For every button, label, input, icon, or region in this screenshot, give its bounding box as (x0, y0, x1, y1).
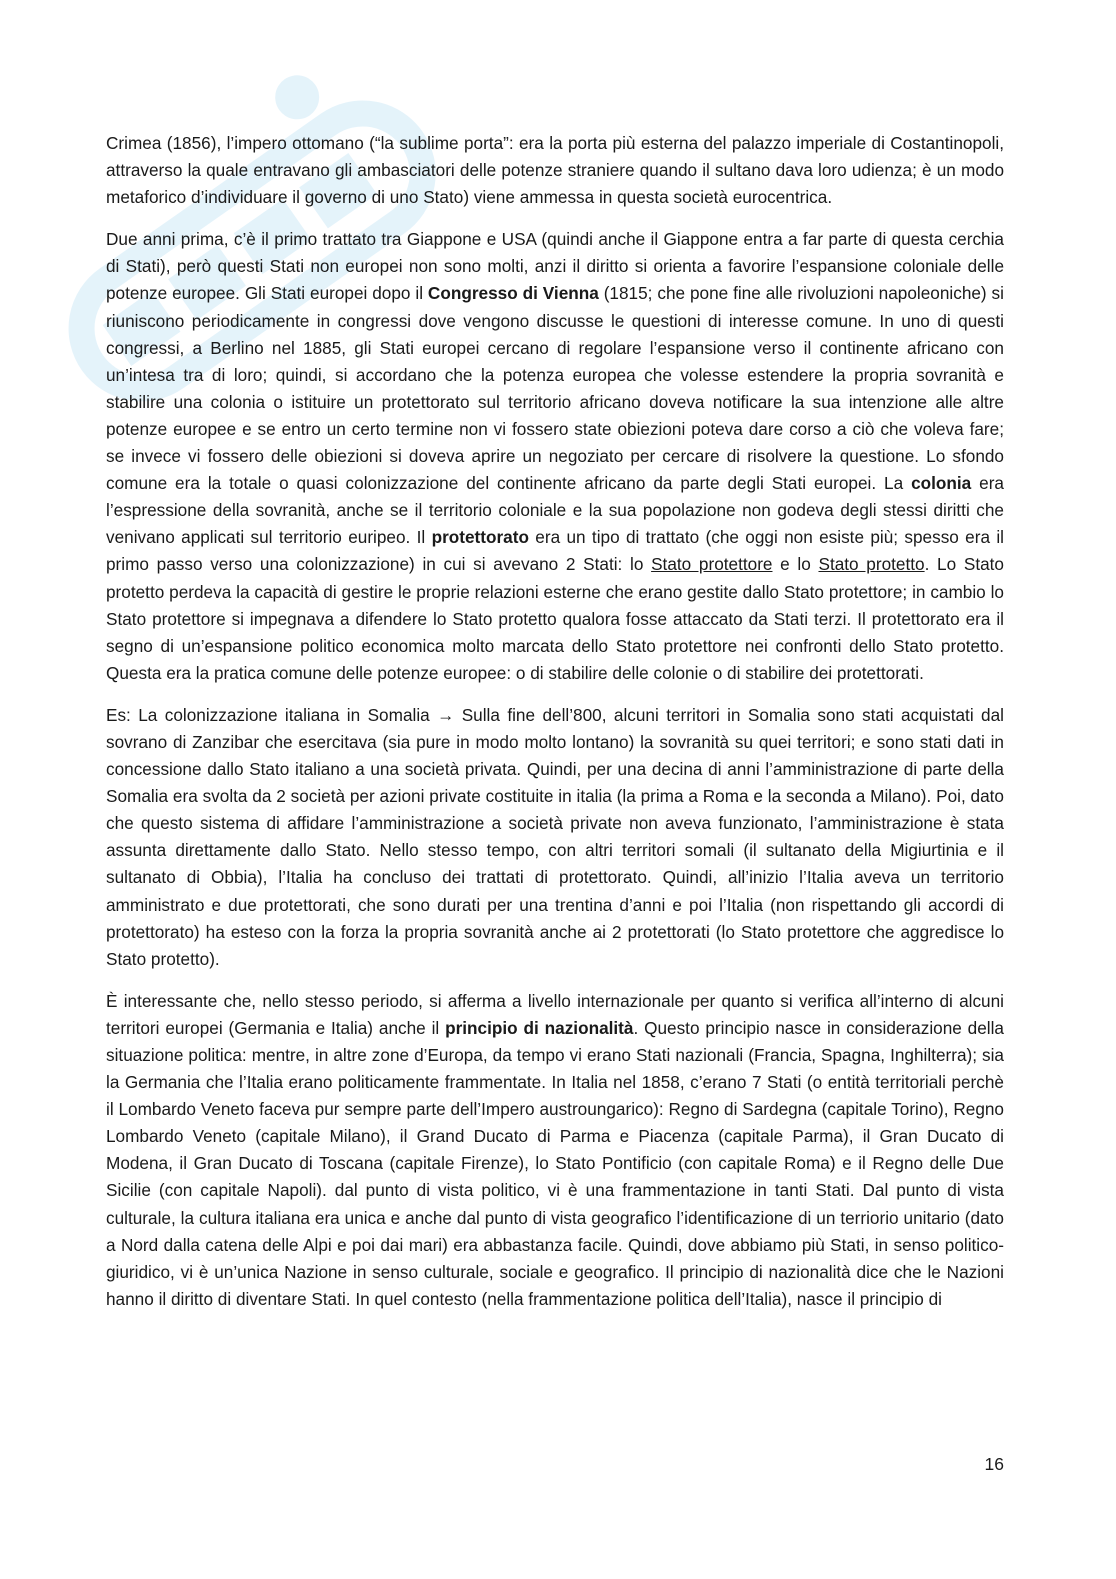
text-bold: Congresso di Vienna (427, 283, 599, 304)
text-bold: principio di nazionalità (445, 1017, 634, 1038)
text-run: Due anni prima, c’è il primo trattato tra Giappone e USA (quindi anche il Giappone entra a far parte di questa cerchia di Stati), però questi Stati non europei non sono molti, anzi il diritto si orienta a favorire l’espansione coloniale delle potenze europee. Gli Stati europei dopo il (106, 229, 1004, 304)
text-run: . Questo principio nasce in considerazione della situazione politica: mentre, in altre zone d’Europa, da tempo vi erano Stati nazionali (Francia, Spagna, Inghilterra); sia la Germania che l’Italia erano politicamente frammentate. In Italia nel 1858, c’erano 7 Stati (o entità territoriali perchè il Lombardo Veneto faceva pur sempre parte dell’Impero austroungarico): Regno di Sardegna (capitale Torino), Regno Lombardo Veneto (capitale Milano), il Grand Ducato di Parma e Piacenza (capitale Parma), il Gran Ducato di Modena, il Gran Ducato di Toscana (capitale Firenze), lo Stato Pontificio (con capitale Roma) e il Regno delle Due Sicilie (con capitale Napoli). dal punto di vista politico, vi è una frammentazione in tanti Stati. Dal punto di vista culturale, la cultura italiana era unica e anche dal punto di vista geografico l’identificazione di un terriorio unitario (dato a Nord dalla catena delle Alpi e poi dai mari) era abbastanza facile. Quindi, dove abbiamo più Stati, in senso politico-giuridico, vi è un’unica Nazione in senso culturale, sociale e geografico. Il principio di nazionalità dice che le Nazioni hanno il diritto di diventare Stati. In quel contesto (nella frammentazione politica dell’Italia), nasce il principio di (106, 1017, 1004, 1309)
text-run: era un tipo di trattato (che oggi non esiste più; spesso era il primo passo verso una colonizzazione) in cui si avevano 2 Stati: lo (106, 527, 1004, 575)
paragraph (106, 988, 1004, 1313)
text-run: Sulla fine dell’800, alcuni territori in Somalia sono stati acquistati dal sovrano di Zanzibar che esercitava (sia pure in modo molto lontano) la sovranità su quei territori; e sono stati dati in concessione dallo Stato italiano a una società privata. Quindi, per una decina di anni l’amministrazione di parte della Somalia era svolta da 2 società per azioni private costituite in italia (la prima a Roma e la seconda a Milano). Poi, dato che questo sistema di affidare l’amministrazione a società private non aveva funzionato, l’amministrazione è stata assunta direttamente dallo Stato. Nello stesso tempo, con altri territori somali (il sultanato della Migiurtinia e il sultanato di Obbia), l’Italia ha concluso dei trattati di protettorato. Quindi, all’inizio l’Italia aveva un territorio amministrato e due protettorati, che sono durati per una trentina d’anni e poi l’Italia (non rispettando gli accordi di protettorato) ha esteso con la forza la propria sovranità anche ai 2 protettorati (lo Stato protettore che aggredisce lo Stato protetto). (106, 704, 1004, 969)
text-run: (1815; che pone fine alle rivoluzioni napoleoniche) si riuniscono periodicamente in congressi dove vengono discusse le questioni di interesse comune. In uno di questi congressi, a Berlino nel 1885, gli Stati europei cercano di regolare l’espansione verso il continente africano con un’intesa tra di loro; quindi, si accordano che la potenza europea che volesse estendere la propria sovranità e stabilire una colonia o istituire un protettorato sul territorio africano doveva notificare la sua intenzione alle altre potenze europee e se entro un certo termine non vi fossero state obiezioni poteva dare corso a ciò che voleva fare; se invece vi fossero delle obiezioni si doveva aprire un negoziato per cercare di risolvere la questione. Lo sfondo comune era la totale o quasi colonizzazione del continente africano da parte degli Stati europei. La (106, 283, 1004, 494)
text-run: . Lo Stato protetto perdeva la capacità di gestire le proprie relazioni esterne che erano gestite dallo Stato protettore; in cambio lo Stato protettore si impegnava a difendere lo Stato protetto qualora fosse attaccato da Stati terzi. Il protettorato era il segno di un’espansione politico economica molto marcata dello Stato protettore nei confronti dello Stato protetto. Questa era la pratica comune delle potenze europee: o di stabilire delle colonie o di stabilire dei protettorati. (106, 554, 1004, 683)
text-bold: protettorato (431, 527, 529, 548)
paragraph (106, 702, 1004, 973)
text-bold: colonia (911, 473, 972, 494)
page-number: 16 (984, 1454, 1004, 1474)
text-run: È interessante che, nello stesso periodo, si afferma a livello internazionale per quanto si verifica all’interno di alcuni territori europei (Germania e Italia) anche il (106, 990, 1004, 1038)
text-underline: Stato protetto (818, 554, 925, 575)
text-run: Es: La colonizzazione italiana in Somalia (106, 704, 438, 725)
paragraph (106, 226, 1004, 687)
text-run: e lo (772, 554, 819, 575)
paragraph (106, 130, 1004, 211)
text-run: Crimea (1856), l’impero ottomano (“la sublime porta”: era la porta più esterna del palazzo imperiale di Costantinopoli, attraverso la quale entravano gli ambasciatori delle potenze straniere quando il sultano dava loro udienza; è un modo metaforico d’individuare il governo di uno Stato) viene ammessa in questa società eurocentrica. (106, 133, 1004, 208)
document-body (106, 130, 1004, 1328)
text-run: era l’espressione della sovranità, anche se il territorio coloniale e la sua popolazione non godeva degli stessi diritti che venivano applicati sul territorio euripeo. Il (106, 473, 1004, 548)
text-arrow: → (437, 704, 455, 725)
text-underline: Stato protettore (651, 554, 773, 575)
